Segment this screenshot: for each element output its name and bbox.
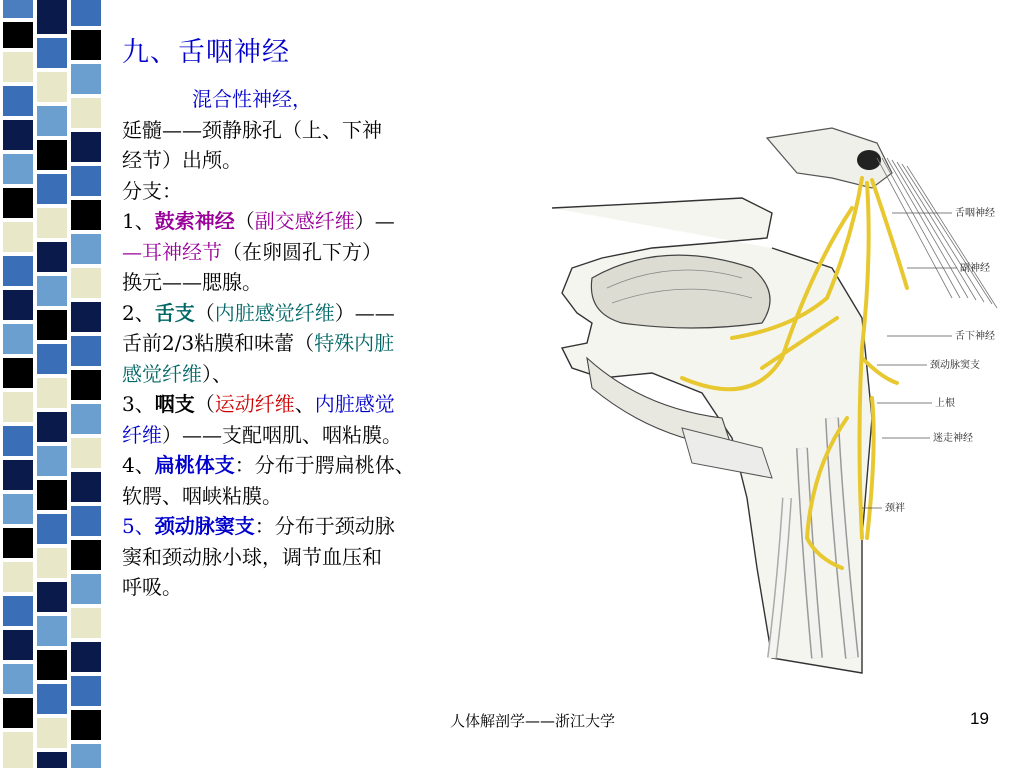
branch-5-line (122, 511, 522, 542)
branch-1-line (122, 237, 522, 268)
text-line: 延髓——颈静脉孔（上、下神 (122, 117, 382, 142)
paren: （ (194, 392, 215, 416)
branch-name: 鼓索神经 (154, 209, 235, 233)
branch-name: 颈动脉窦支 (154, 514, 255, 538)
branch-1-line (122, 206, 522, 237)
head-neck-nerves-figure (532, 118, 1017, 678)
branch-2-line (122, 359, 522, 390)
label-ansa-cervicalis: 颈袢 (885, 503, 905, 514)
fiber-type: 内脏感觉 (314, 392, 395, 416)
branch-5-line: 窦和颈动脉小球，调节血压和 (122, 544, 382, 569)
branch-number: 1、 (122, 209, 155, 233)
otic-ganglion-text: —耳神经节 (122, 239, 222, 264)
branch-3-line (122, 420, 522, 451)
label-superior-root: 上根 (935, 398, 955, 409)
slide-title: 九、舌咽神经 (122, 37, 290, 68)
label-glossopharyngeal: 舌咽神经 (955, 208, 995, 219)
label-vagus: 迷走神经 (933, 433, 973, 444)
decorative-strip (0, 0, 104, 768)
branch-3-line (122, 389, 522, 420)
fiber-type: 纤维 (122, 422, 162, 447)
branch-4-line: 软腭、咽峡粘膜。 (122, 483, 282, 508)
text-line: 分支： (122, 178, 182, 203)
branch-number: 4、 (122, 453, 155, 477)
fiber-type: 感觉纤维 (122, 361, 202, 386)
branch-name: 舌支 (154, 300, 195, 325)
fiber-type: 内脏感觉纤维 (214, 300, 335, 325)
label-carotid-sinus-branch: 颈动脉窦支 (930, 360, 980, 371)
mixed-nerve-text: 混合性神经， (192, 87, 312, 111)
fiber-type: 特殊内脏 (314, 331, 395, 355)
text-line (122, 84, 522, 115)
target-text: ：分布于腭扁桃体、 (234, 453, 415, 477)
fiber-type: 副交感纤维 (254, 209, 355, 233)
label-hypoglossal: 舌下神经 (955, 331, 995, 342)
target-text: ：分布于颈动脉 (254, 514, 395, 538)
body-text (122, 84, 522, 603)
separator: 、 (294, 392, 315, 416)
branch-4-line (122, 450, 522, 481)
location-text: （在卵圆孔下方） (222, 239, 382, 264)
branch-number: 5、 (122, 514, 155, 538)
paren: ）、 (202, 361, 232, 386)
fiber-type: 运动纤维 (214, 392, 295, 416)
branch-number: 3、 (122, 392, 155, 416)
branch-2-line (122, 328, 522, 359)
page-number: 19 (970, 709, 989, 728)
anatomy-illustration (532, 118, 1017, 678)
target-text: ）——支配咽肌、咽粘膜。 (162, 422, 402, 447)
branch-number: 2、 (122, 300, 155, 325)
decorative-squares (0, 0, 104, 768)
label-accessory: 副神经 (960, 263, 990, 274)
paren: ）— (354, 209, 395, 233)
paren: （ (234, 209, 255, 233)
branch-name: 咽支 (154, 392, 195, 416)
paren: （ (194, 300, 215, 325)
branch-1-line: 换元——腮腺。 (122, 270, 262, 294)
branch-2-line (122, 298, 522, 329)
paren: ）—— (334, 300, 395, 325)
target-text: 舌前2/3粘膜和味蕾（ (122, 331, 315, 355)
footer-text: 人体解剖学——浙江大学 (450, 712, 616, 730)
branch-5-line: 呼吸。 (122, 575, 182, 599)
branch-name: 扁桃体支 (154, 453, 235, 477)
text-line: 经节）出颅。 (122, 148, 242, 172)
